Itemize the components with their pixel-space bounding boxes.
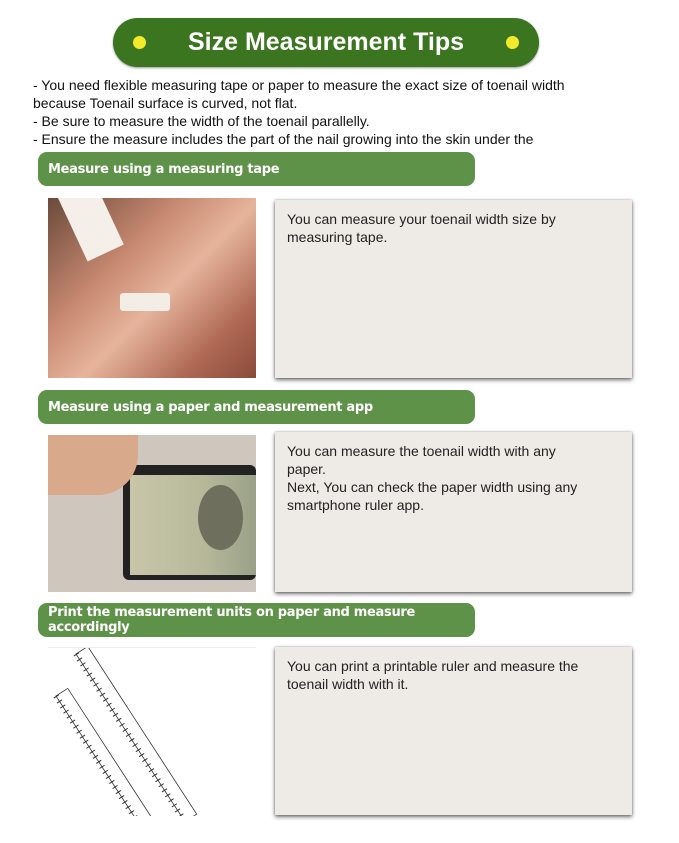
section-header-print: Print the measurement units on paper and measure accordingly xyxy=(38,603,475,637)
measuring-tape-photo xyxy=(48,198,256,378)
bullet-dot-icon xyxy=(506,36,519,49)
bullet-dot-icon xyxy=(133,36,146,49)
title-text: Size Measurement Tips xyxy=(187,28,465,56)
tip-line: - Be sure to measure the width of the toenail parallelly. xyxy=(33,113,370,129)
banknote-photo xyxy=(48,435,256,592)
box-line: Next, You can check the paper width using any xyxy=(287,479,578,495)
text-box-tape xyxy=(275,200,632,378)
box-line: smartphone ruler app. xyxy=(287,497,424,513)
page-title xyxy=(113,18,539,67)
tip-line: - Ensure the measure includes the part of the nail growing into the skin under the xyxy=(33,131,534,147)
box-line: paper. xyxy=(287,461,326,477)
section-header-paper: Measure using a paper and measurement app xyxy=(38,390,475,424)
ruler-illustration xyxy=(48,648,256,816)
box-line: measuring tape. xyxy=(287,229,388,245)
box-line: toenail width with it. xyxy=(287,676,409,692)
tip-line: - You need flexible measuring tape or paper to measure the exact size of toenail width xyxy=(33,77,565,93)
tip-line: because Toenail surface is curved, not flat. xyxy=(33,95,298,111)
box-line: You can print a printable ruler and measure the xyxy=(287,658,579,674)
tips-list xyxy=(33,76,653,148)
text-box-print xyxy=(275,647,632,815)
box-line: You can measure the toenail width with any xyxy=(287,443,556,459)
text-box-paper xyxy=(275,432,632,592)
printable-ruler-image xyxy=(48,647,256,816)
box-line: You can measure your toenail width size by xyxy=(287,211,556,227)
section-header-tape: Measure using a measuring tape xyxy=(38,152,475,186)
